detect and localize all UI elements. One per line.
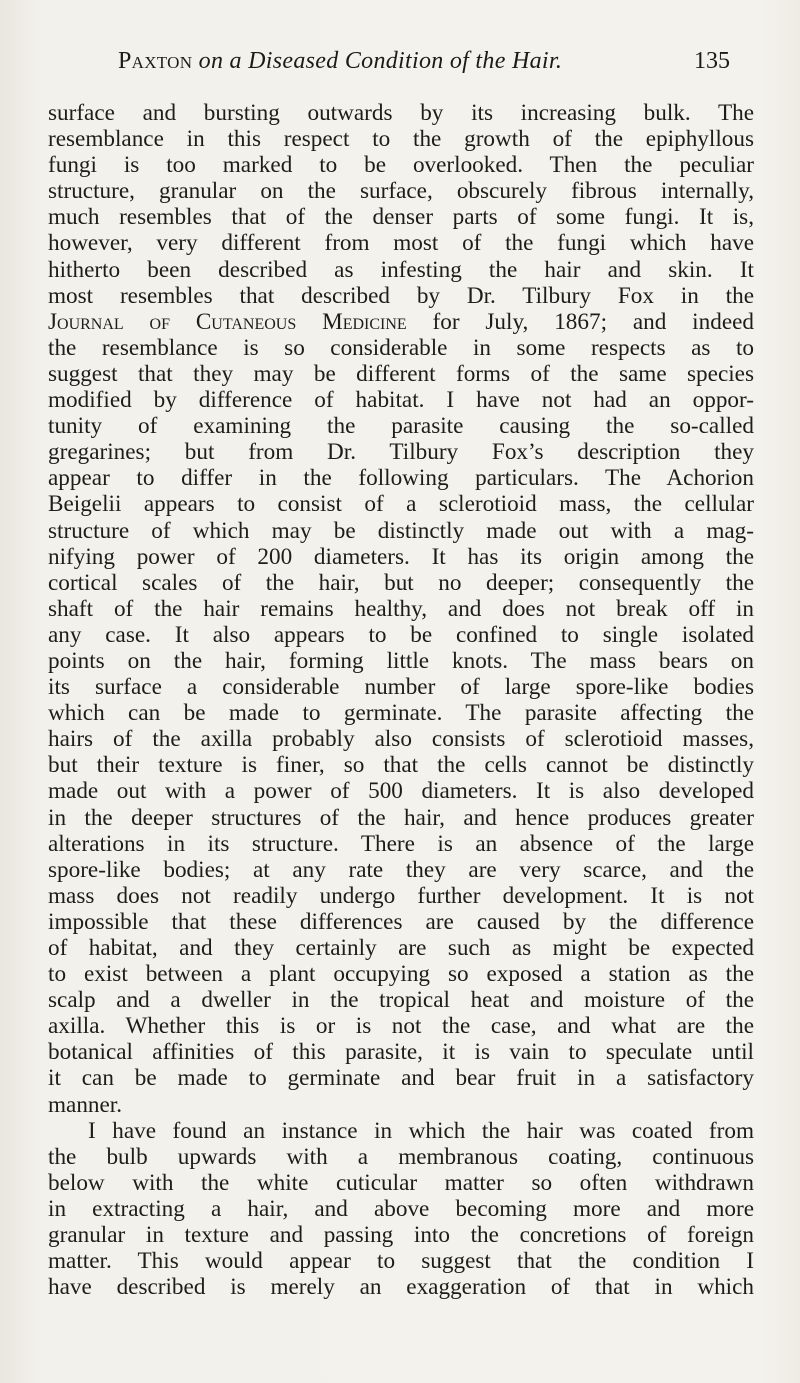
- text-line: I have found an instance in which the hair was coated from: [88, 1117, 754, 1144]
- text-line: hitherto been described as infesting the hair and skin. It: [48, 256, 754, 283]
- text-line: spore-like bodies; at any rate they are very scarce, and the: [48, 856, 754, 883]
- text-line: hairs of the axilla probably also consists of sclerotioid masses,: [48, 726, 754, 753]
- text-line: appear to differ in the following particulars. The Achorion: [48, 465, 754, 492]
- text-line: botanical affinities of this parasite, it is vain to speculate until: [48, 1039, 754, 1066]
- text-line: alterations in its structure. There is an absence of the large: [48, 830, 754, 857]
- text-line: most resembles that described by Dr. Tilbury Fox in the: [48, 282, 754, 309]
- text-line: its surface a considerable number of large spore-like bodies: [48, 674, 754, 701]
- running-header: [118, 48, 738, 82]
- text-line: fungi is too marked to be overlooked. Then the peculiar: [48, 152, 754, 179]
- text-line: the resemblance is so considerable in some respects as to: [48, 334, 754, 361]
- page-number: 135: [694, 48, 730, 74]
- text-line: however, very different from most of the fungi which have: [48, 230, 754, 257]
- text-line: impossible that these differences are caused by the difference: [48, 908, 754, 935]
- body-text: [48, 100, 754, 1300]
- text-line: points on the hair, forming little knots. The mass bears on: [48, 647, 754, 674]
- text-line: granular in texture and passing into the concretions of foreign: [48, 1222, 754, 1249]
- text-line: in extracting a hair, and above becoming more and more: [48, 1195, 754, 1222]
- text-line: resemblance in this respect to the growth of the epiphyllous: [48, 126, 754, 153]
- running-title: [118, 48, 562, 75]
- text-line: tunity of examining the parasite causing the so-called: [48, 413, 754, 440]
- text-line: manner.: [48, 1091, 123, 1118]
- text-line: axilla. Whether this is or is not the case, and what are the: [48, 1013, 754, 1040]
- running-title-author: Paxton: [118, 48, 193, 74]
- text-line: Beigelii appears to consist of a sclerotioid mass, the cellular: [48, 491, 754, 518]
- text-line: which can be made to germinate. The parasite affecting the: [48, 700, 754, 727]
- text-line: shaft of the hair remains healthy, and does not break off in: [48, 595, 754, 622]
- text-line: scalp and a dweller in the tropical heat and moisture of the: [48, 987, 754, 1014]
- text-line: matter. This would appear to suggest that the condition I: [48, 1248, 754, 1275]
- text-line: made out with a power of 500 diameters. It is also developed: [48, 778, 754, 805]
- text-line: to exist between a plant occupying so exposed a station as the: [48, 961, 754, 988]
- text-line: nifying power of 200 diameters. It has its origin among the: [48, 543, 754, 570]
- text-line: Journal of Cutaneous Medicine for July, 1867; and indeed: [48, 308, 754, 335]
- text-line: have described is merely an exaggeration of that in which: [48, 1274, 754, 1301]
- text-line: in the deeper structures of the hair, and hence produces greater: [48, 804, 754, 831]
- journal-name: Journal of Cutaneous Medicine: [48, 308, 407, 335]
- text-line: structure, granular on the surface, obscurely fibrous internally,: [48, 178, 754, 205]
- text-line: surface and bursting outwards by its increasing bulk. The: [48, 100, 754, 126]
- text-line: cortical scales of the hair, but no deeper; consequently the: [48, 569, 754, 596]
- text-line: but their texture is finer, so that the cells cannot be distinctly: [48, 752, 754, 779]
- running-title-text: on a Diseased Condition of the Hair.: [198, 48, 563, 74]
- text-line: gregarines; but from Dr. Tilbury Fox’s description they: [48, 439, 754, 466]
- text-line: structure of which may be distinctly made out with a mag-: [48, 517, 754, 544]
- text-line: the bulb upwards with a membranous coating, continuous: [48, 1143, 754, 1170]
- text-line: much resembles that of the denser parts of some fungi. It is,: [48, 204, 754, 231]
- text-line: suggest that they may be different forms of the same species: [48, 360, 754, 387]
- text-line: any case. It also appears to be confined to single isolated: [48, 621, 754, 648]
- text-line: it can be made to germinate and bear fruit in a satisfactory: [48, 1065, 754, 1092]
- text-line: mass does not readily undergo further development. It is not: [48, 882, 754, 909]
- text-line: below with the white cuticular matter so often withdrawn: [48, 1169, 754, 1196]
- text-line: of habitat, and they certainly are such as might be expected: [48, 935, 754, 961]
- text-line: modified by difference of habitat. I have not had an oppor-: [48, 387, 754, 414]
